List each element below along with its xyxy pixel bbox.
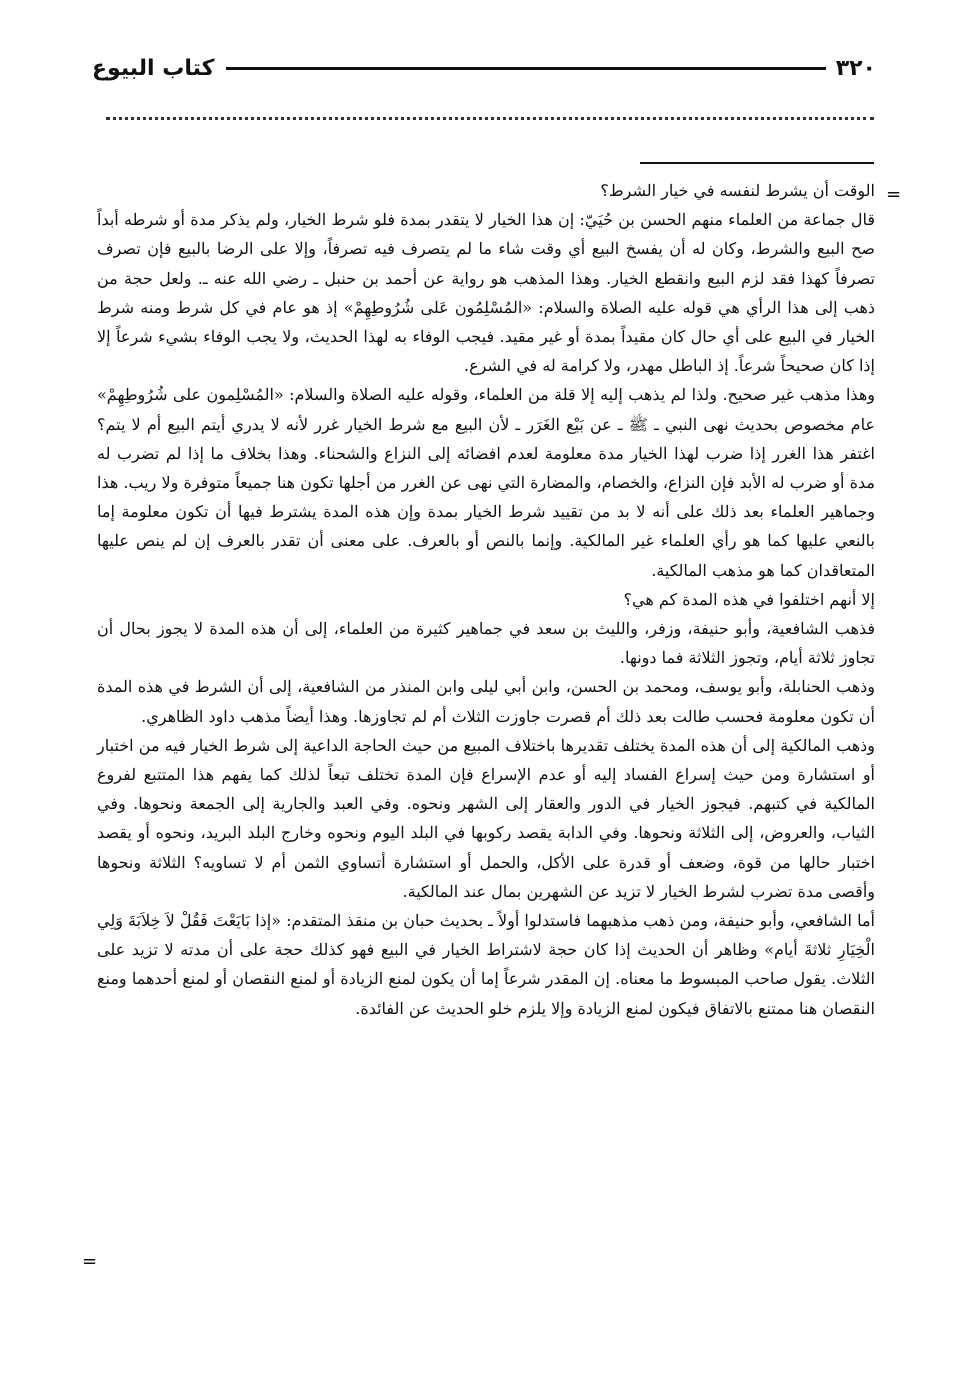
paragraph: قال جماعة من العلماء منهم الحسن بن حُيَيّ: إن هذا الخيار لا يتقدر بمدة فلو شرط الخيار، ولم يذكر مدة أو شرطه أبداً صح البيع والشرط، وكان له أن يفسخ البيع أي وقت شاء ما لم يتصرف فيه تصرفاً، وإلا على الرضا بالبيع فإن تصرف تصرفاً كهذا فقد لزم البيع وانقطع الخيار. وهذا المذهب هو رواية عن أحمد بن حنبل ـ رضي الله عنه ـ. ولعل حجة من ذهب إلى هذا الرأي هي قوله عليه الصلاة والسلام: «المُسْلِمُون عَلى شُرُوطِهِمْ» إذ هو عام في كل شرط ومنه شرط الخيار في البيع على أي حال كان مقيداً بمدة أو غير مقيد. فيجب الوفاء به لهذا الحديث، ولا يجب الوفاء بشيء شرعاً إلا إذا كان صحيحاً شرعاً. إذ الباطل مهدر، ولا كرامة له في الشرع. (97, 210, 876, 376)
page-header (92, 48, 876, 88)
paragraph: وذهب المالكية إلى أن هذه المدة يختلف تقديرها باختلاف المبيع من حيث الحاجة الداعية إلى شرط الخيار فيه من اختبار أو استشارة ومن حيث إسراع الفساد إليه أو عدم الإسراع فإن المدة تختلف تبعاً لذلك كما يفهم هذا المتتبع لفروع المالكية في كتبهم. فيجوز الخيار في الدور والعقار إلى الشهر ونحوه. وفي العبد والجارية إلى الجمعة ونحوها. وفي الثياب، والعروض، إلى الثلاثة ونحوها. وفي الدابة يقصد ركوبها في البلد اليوم ونحوه وخارج البلد البريد، ونحوه أو يقصد اختبار حالها من قوة، وضعف أو قدرة على الأكل، والحمل أو استشارة أتساوي الثمن أم لا تساويه؟ الثلاثة ونحوها وأقصى مدة تضرب لشرط الخيار لا تزيد عن الشهرين بمال عند المالكية. (97, 735, 875, 901)
paragraph: أما الشافعي، وأبو حنيفة، ومن ذهب مذهبهما فاستدلوا أولاً ـ بحديث حبان بن منقذ المتقدم: «إذا بَايَعْتَ فَقُلْ لاَ خِلاَبَةَ وَلِي الْخِيَارِ ثلاثةَ أيام» وظاهر أن الحديث إذا كان حجة لاشتراط الخيار في البيع فهو كذلك حجة على أن مدته لا تزيد على الثلاث. يقول صاحب المبسوط ما معناه. إن المقدر شرعاً إما أن يكون لمنع الزيادة أو لمنع النقصان أو لمنع أحدهما ومنع النقصان هنا ممتنع بالاتفاق فيكون لمنع الزيادة وإلا يلزم خلو الحديث عن الفائدة. (97, 911, 876, 1018)
header-rule (226, 67, 825, 70)
paragraph: فذهب الشافعية، وأبو حنيفة، وزفر، والليث بن سعد في جماهير كثيرة من العلماء، إلى أن هذه المدة لا يجوز بحال أن تجاوز ثلاثة أيام، وتجوز الثلاثة فما دونها. (97, 619, 876, 668)
paragraph: الوقت أن يشرط لنفسه في خيار الشرط؟ (600, 181, 875, 200)
book-title: كتاب البيوع (92, 55, 215, 81)
paragraph: وهذا مذهب غير صحيح. ولذا لم يذهب إليه إلا قلة من العلماء، وقوله عليه الصلاة والسلام: «المُسْلِمون على شُرُوطِهِمْ» عام مخصوص بحديث نهى النبي ـ ﷺ ـ عن بَيْع الغَرَر ـ لأن البيع مع شرط الخيار غرر لأنه لا يدري أيتم البيع أم لا يتم؟ اغتفر هذا الغرر إذا ضرب لهذا الخيار مدة معلومة لعدم افضائه إلى النزاع والشحناء. وهذا بخلاف ما إذا لم تضرب له مدة أو ضرب له الأبد فإن النزاع، والخصام، والمضارة التي نهى عن الغرر من أجلها تكون هنا جميعاً متوفرة ولا ريب. هذا وجماهير العلماء بعد ذلك على أنه لا بد من تقييد شرط الخيار بمدة وإن هذه المدة يشترط فيها أن تكون معلومة إما بالنعي عليها كما هو رأي العلماء غير المالكية. وإنما بالنص أو بالعرف. على معنى أن تقدر بالعرف إن لم ينص عليها المتعاقدان كما هو مذهب المالكية. (97, 385, 876, 580)
continuation-mark: = (886, 184, 902, 205)
paragraph: إلا أنهم اختلفوا في هذه المدة كم هي؟ (623, 589, 875, 609)
section-rule (640, 162, 874, 164)
paragraph: وذهب الحنابلة، وأبو يوسف، ومحمد بن الحسن، وابن أبي ليلى وابن المنذر من الشافعية، إلى أن الشرط في هذه المدة أن تكون معلومة فحسب طالت بعد ذلك أم قصرت جاوزت الثلاث أم لم تجاوزها. وهذا أيضاً مذهب داود الظاهري. (97, 677, 876, 726)
body-text (97, 176, 875, 1023)
dotted-separator (106, 117, 874, 120)
page-number: ٣٢٠ (835, 55, 876, 81)
end-continuation-mark: = (82, 1251, 98, 1272)
